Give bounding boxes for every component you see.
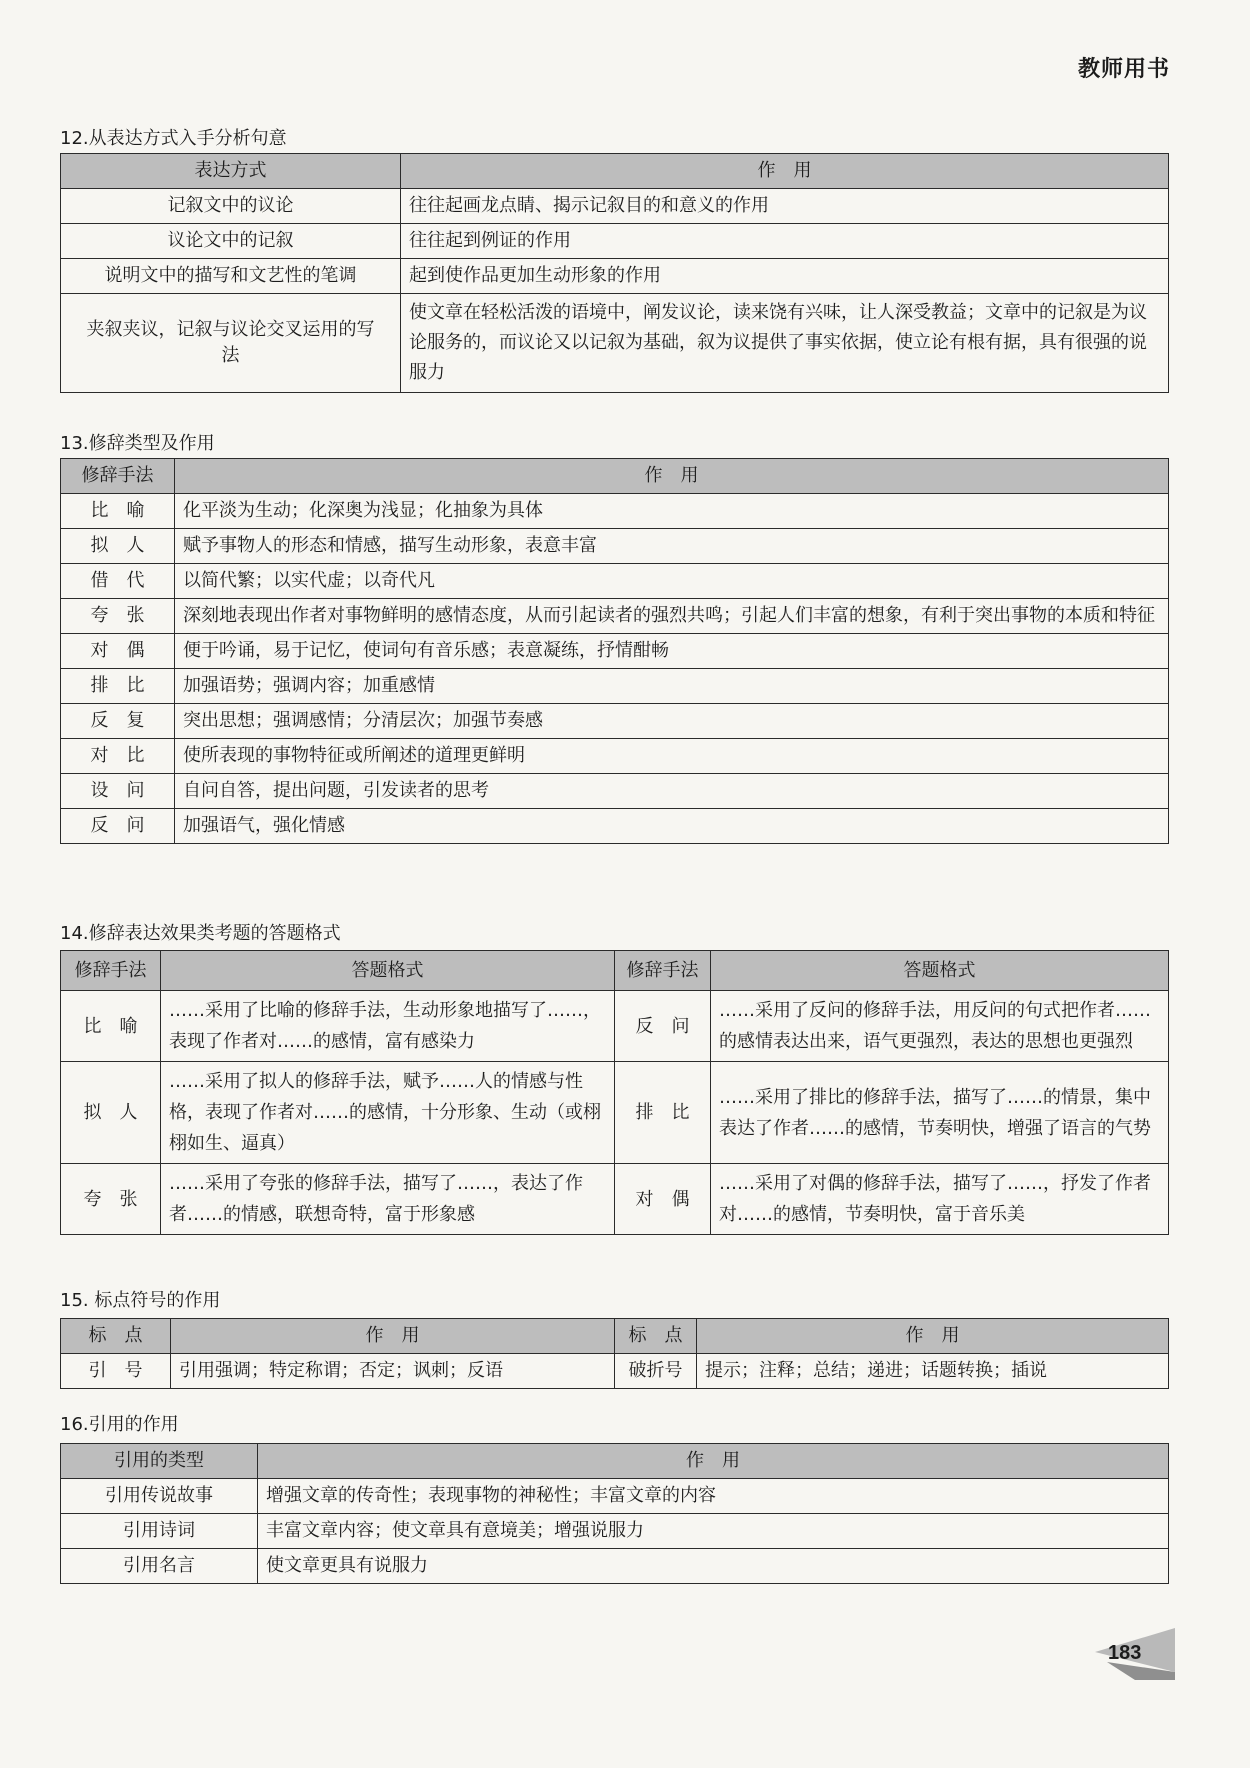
rhetoric-name-cell: 对 偶 — [61, 634, 175, 669]
expression-type-cell: 说明文中的描写和文艺性的笔调 — [61, 259, 401, 294]
table-header-row — [61, 459, 1169, 494]
table-header-row — [61, 951, 1169, 991]
rhetoric-name-cell: 拟 人 — [61, 1062, 161, 1164]
answer-format-cell: ……采用了夸张的修辞手法，描写了……，表达了作者……的情感，联想奇特，富于形象感 — [161, 1164, 615, 1235]
column-header: 答题格式 — [711, 951, 1169, 991]
answer-format-cell: ……采用了对偶的修辞手法，描写了……，抒发了作者对……的感情，节奏明快，富于音乐美 — [711, 1164, 1169, 1235]
book-label: 教师用书 — [1077, 57, 1170, 82]
quotation-effect-cell: 增强文章的传奇性；表现事物的神秘性；丰富文章的内容 — [258, 1479, 1169, 1514]
punctuation-name-cell: 引 号 — [61, 1354, 171, 1389]
section-14-title: 14.修辞表达效果类考题的答题格式 — [60, 923, 341, 944]
rhetoric-effect-cell: 便于吟诵，易于记忆，使词句有音乐感；表意凝练，抒情酣畅 — [175, 634, 1169, 669]
rhetoric-name-cell: 夸 张 — [61, 599, 175, 634]
expression-type-cell: 记叙文中的议论 — [61, 189, 401, 224]
column-header: 修辞手法 — [615, 951, 711, 991]
page-number: 183 — [1108, 1642, 1142, 1664]
answer-format-cell: ……采用了拟人的修辞手法，赋予……人的情感与性格，表现了作者对……的感情，十分形象、生动（或栩栩如生、逼真） — [161, 1062, 615, 1164]
table-row — [61, 774, 1169, 809]
rhetoric-name-cell: 对 比 — [61, 739, 175, 774]
table-row — [61, 704, 1169, 739]
quotation-table — [60, 1443, 1169, 1584]
effect-cell: 起到使作品更加生动形象的作用 — [401, 259, 1169, 294]
table-row — [61, 1549, 1169, 1584]
table-row — [61, 1514, 1169, 1549]
section-13-title: 13.修辞类型及作用 — [60, 433, 215, 454]
answer-format-cell: ……采用了排比的修辞手法，描写了……的情景，集中表达了作者……的感情，节奏明快，增强了语言的气势 — [711, 1062, 1169, 1164]
rhetoric-effect-cell: 加强语势；强调内容；加重感情 — [175, 669, 1169, 704]
table-row — [61, 189, 1169, 224]
rhetoric-name-cell: 反 复 — [61, 704, 175, 739]
quotation-type-cell: 引用诗词 — [61, 1514, 258, 1549]
rhetoric-name-cell: 反 问 — [615, 991, 711, 1062]
column-header: 答题格式 — [161, 951, 615, 991]
effect-cell: 往往起画龙点睛、揭示记叙目的和意义的作用 — [401, 189, 1169, 224]
rhetoric-name-cell: 对 偶 — [615, 1164, 711, 1235]
table-row — [61, 1062, 1169, 1164]
table-row — [61, 564, 1169, 599]
table-row — [61, 294, 1169, 393]
rhetoric-effect-cell: 突出思想；强调感情；分清层次；加强节奏感 — [175, 704, 1169, 739]
answer-format-cell: ……采用了比喻的修辞手法，生动形象地描写了……，表现了作者对……的感情，富有感染力 — [161, 991, 615, 1062]
column-header: 作 用 — [258, 1444, 1169, 1479]
quotation-type-cell: 引用名言 — [61, 1549, 258, 1584]
punctuation-effect-cell: 提示；注释；总结；递进；话题转换；插说 — [697, 1354, 1169, 1389]
rhetoric-name-cell: 排 比 — [61, 669, 175, 704]
rhetoric-name-cell: 借 代 — [61, 564, 175, 599]
quotation-type-cell: 引用传说故事 — [61, 1479, 258, 1514]
table-header-row — [61, 154, 1169, 189]
rhetoric-table — [60, 458, 1169, 844]
column-header: 作 用 — [171, 1319, 615, 1354]
rhetoric-name-cell: 反 问 — [61, 809, 175, 844]
column-header: 作 用 — [401, 154, 1169, 189]
quotation-effect-cell: 使文章更具有说服力 — [258, 1549, 1169, 1584]
effect-cell: 使文章在轻松活泼的语境中，阐发议论，读来饶有兴味，让人深受教益；文章中的记叙是为议论服务的，而议论又以记叙为基础，叙为议提供了事实依据，使立论有根有据，具有很强的说服力 — [401, 294, 1169, 393]
rhetoric-name-cell: 排 比 — [615, 1062, 711, 1164]
table-row — [61, 739, 1169, 774]
rhetoric-name-cell: 比 喻 — [61, 494, 175, 529]
section-16-title: 16.引用的作用 — [60, 1414, 179, 1435]
table-row — [61, 224, 1169, 259]
column-header: 标 点 — [615, 1319, 697, 1354]
rhetoric-effect-cell: 深刻地表现出作者对事物鲜明的感情态度，从而引起读者的强烈共鸣；引起人们丰富的想象，有利于突出事物的本质和特征 — [175, 599, 1169, 634]
table-row — [61, 634, 1169, 669]
column-header: 引用的类型 — [61, 1444, 258, 1479]
rhetoric-effect-cell: 自问自答，提出问题，引发读者的思考 — [175, 774, 1169, 809]
expression-table — [60, 153, 1169, 393]
rhetoric-name-cell: 拟 人 — [61, 529, 175, 564]
column-header: 标 点 — [61, 1319, 171, 1354]
punctuation-table — [60, 1318, 1169, 1389]
punctuation-effect-cell: 引用强调；特定称谓；否定；讽刺；反语 — [171, 1354, 615, 1389]
table-row — [61, 991, 1169, 1062]
expression-type-cell: 夹叙夹议，记叙与议论交叉运用的写法 — [61, 294, 401, 393]
table-header-row — [61, 1444, 1169, 1479]
answer-format-table — [60, 950, 1169, 1235]
table-row — [61, 1164, 1169, 1235]
rhetoric-effect-cell: 赋予事物人的形态和情感，描写生动形象，表意丰富 — [175, 529, 1169, 564]
punctuation-name-cell: 破折号 — [615, 1354, 697, 1389]
rhetoric-name-cell: 设 问 — [61, 774, 175, 809]
answer-format-cell: ……采用了反问的修辞手法，用反问的句式把作者……的感情表达出来，语气更强烈，表达的思想也更强烈 — [711, 991, 1169, 1062]
rhetoric-name-cell: 夸 张 — [61, 1164, 161, 1235]
column-header: 表达方式 — [61, 154, 401, 189]
section-12-title: 12.从表达方式入手分析句意 — [60, 128, 287, 149]
table-row — [61, 1354, 1169, 1389]
column-header: 作 用 — [697, 1319, 1169, 1354]
quotation-effect-cell: 丰富文章内容；使文章具有意境美；增强说服力 — [258, 1514, 1169, 1549]
table-row — [61, 809, 1169, 844]
table-row — [61, 529, 1169, 564]
column-header: 修辞手法 — [61, 951, 161, 991]
rhetoric-effect-cell: 使所表现的事物特征或所阐述的道理更鲜明 — [175, 739, 1169, 774]
table-row — [61, 259, 1169, 294]
rhetoric-effect-cell: 化平淡为生动；化深奥为浅显；化抽象为具体 — [175, 494, 1169, 529]
table-row — [61, 669, 1169, 704]
column-header: 修辞手法 — [61, 459, 175, 494]
effect-cell: 往往起到例证的作用 — [401, 224, 1169, 259]
table-row — [61, 1479, 1169, 1514]
expression-type-cell: 议论文中的记叙 — [61, 224, 401, 259]
table-row — [61, 494, 1169, 529]
section-15-title: 15. 标点符号的作用 — [60, 1290, 221, 1311]
rhetoric-effect-cell: 以简代繁；以实代虚；以奇代凡 — [175, 564, 1169, 599]
rhetoric-name-cell: 比 喻 — [61, 991, 161, 1062]
rhetoric-effect-cell: 加强语气，强化情感 — [175, 809, 1169, 844]
column-header: 作 用 — [175, 459, 1169, 494]
table-header-row — [61, 1319, 1169, 1354]
table-row — [61, 599, 1169, 634]
